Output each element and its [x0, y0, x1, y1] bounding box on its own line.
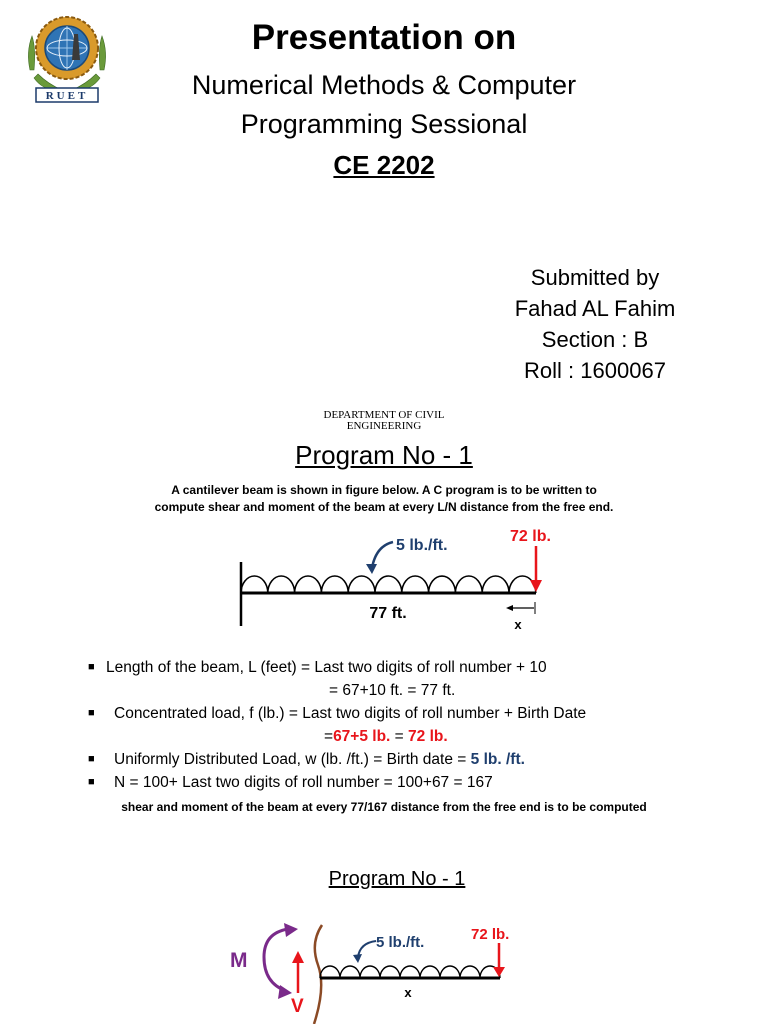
program-description	[120, 482, 648, 516]
udl-label: 5 lb./ft.	[396, 537, 448, 554]
description-line-1: A cantilever beam is shown in figure below. A C program is to be written to	[171, 483, 597, 497]
distributed-load-arcs-small	[320, 966, 500, 978]
udl-label-small: 5 lb./ft.	[376, 934, 425, 951]
program-parameters-list	[88, 656, 728, 794]
cantilever-beam-diagram	[230, 520, 560, 635]
course-line-1: Numerical Methods & Computer	[191, 70, 577, 100]
student-roll: Roll : 1600067	[524, 358, 666, 383]
list-item: ■ Concentrated load, f (lb.) = Last two digits of roll number + Birth Date	[88, 702, 728, 725]
course-title	[0, 66, 768, 144]
student-section: Section : B	[541, 327, 649, 352]
list-item: ■ Length of the beam, L (feet) = Last two digits of roll number + 10	[88, 656, 728, 679]
computation-note: shear and moment of the beam at every 77/167 distance from the free end is to be computed	[121, 800, 647, 814]
course-code: CE 2202	[333, 150, 435, 180]
list-item-continuation: = 67+10 ft. = 77 ft.	[329, 682, 456, 699]
department-line-2: ENGINEERING	[346, 420, 422, 432]
program-title: Program No - 1	[295, 440, 473, 470]
department-line-1: DEPARTMENT OF CIVIL	[323, 410, 445, 421]
presentation-heading: Presentation on	[251, 18, 517, 57]
x-label: x	[514, 617, 522, 632]
beam-length-label: 77 ft.	[369, 605, 407, 622]
bullet-icon: ■	[88, 776, 95, 788]
list-item: ■ N = 100+ Last two digits of roll number = 100+67 = 167	[88, 771, 728, 794]
x-label-small: x	[404, 985, 412, 1000]
distributed-load-arcs	[241, 576, 536, 593]
course-line-2: Programming Sessional	[240, 109, 528, 139]
logo-text: RUET	[45, 90, 89, 102]
list-item-continuation: =67+5 lb. = 72 lb.	[324, 728, 448, 745]
beam-section-diagram	[220, 915, 530, 1024]
list-item: ■ Uniformly Distributed Load, w (lb. /ft.) = Birth date = 5 lb. /ft.	[88, 748, 728, 771]
student-name: Fahad AL Fahim	[514, 296, 676, 321]
program-title-repeat: Program No - 1	[328, 868, 466, 890]
submitted-by-label: Submitted by	[530, 265, 660, 290]
point-load-label: 72 lb.	[510, 528, 551, 545]
point-load-label-small: 72 lb.	[471, 926, 510, 943]
bullet-icon: ■	[88, 661, 95, 673]
department-name	[300, 410, 468, 432]
moment-label: M	[230, 949, 248, 972]
description-line-2: compute shear and moment of the beam at every L/N distance from the free end.	[154, 500, 614, 514]
bullet-icon: ■	[88, 753, 95, 765]
shear-label: V	[291, 996, 304, 1017]
moment-arrow-icon	[264, 929, 288, 991]
bullet-icon: ■	[88, 707, 95, 719]
submission-info	[480, 262, 710, 386]
